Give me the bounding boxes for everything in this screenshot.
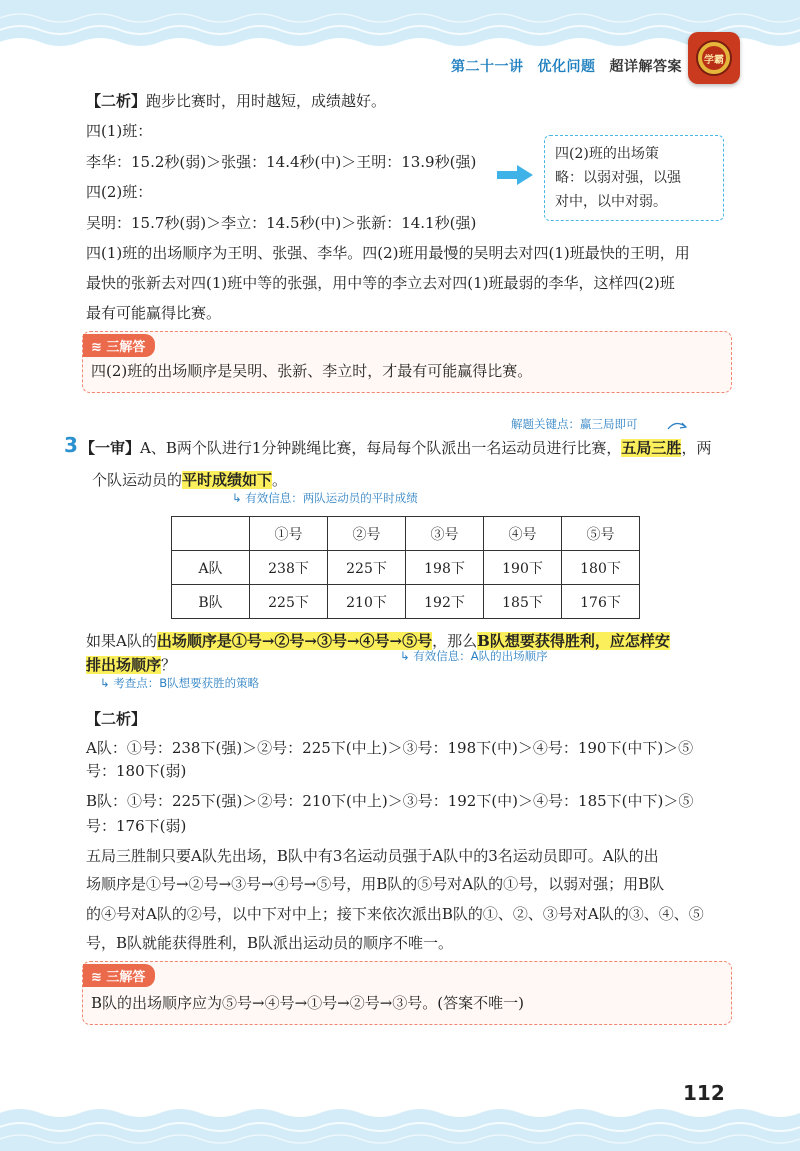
analysis-label-2: 【二析】 bbox=[86, 710, 147, 728]
answer-box-2 bbox=[82, 961, 732, 1025]
hook-icon: ↳ bbox=[100, 676, 110, 690]
analysis-line: 号：180下(弱) bbox=[86, 762, 187, 780]
analysis-label: 【二析】 bbox=[86, 92, 147, 110]
header-lecture: 第二十一讲 bbox=[451, 59, 524, 75]
problem-line-1 bbox=[80, 433, 711, 463]
header-topic: 优化问题 bbox=[537, 59, 596, 75]
analysis-line: 五局三胜制只要A队先出场，B队中有3名运动员强于A队中的3名运动员即可。A队的出 bbox=[86, 847, 659, 865]
answer-tag: ≋ 三解答 bbox=[83, 964, 155, 987]
info-note-1-text: 有效信息：两队运动员的平时成绩 bbox=[245, 491, 418, 505]
info-note-2-text: 有效信息：A队的出场顺序 bbox=[413, 649, 548, 663]
right-arrow-icon bbox=[497, 165, 533, 189]
hook-icon: ↳ bbox=[400, 649, 410, 663]
table-header-cell: ④号 bbox=[484, 517, 562, 551]
strategy-line: 略：以弱对强，以强 bbox=[555, 170, 681, 186]
class2-ranking: 吴明：15.7秒(弱)＞李立：14.5秒(中)＞张新：14.1秒(强) bbox=[86, 214, 477, 232]
table-header-cell: ①号 bbox=[250, 517, 328, 551]
score-table bbox=[171, 516, 640, 619]
answer-tag-label: 三解答 bbox=[106, 340, 146, 355]
question-text: 如果A队的 bbox=[86, 632, 157, 650]
problem-number: 3 bbox=[64, 433, 78, 457]
hook-icon: ↳ bbox=[232, 491, 242, 505]
analysis-line-1 bbox=[86, 86, 386, 116]
table-cell: 238下 bbox=[250, 551, 328, 585]
answer-tag: ≋ 三解答 bbox=[83, 334, 155, 357]
analysis-line: 号：176下(弱) bbox=[86, 817, 187, 835]
problem-text: 个队运动员的 bbox=[92, 471, 183, 489]
explain-line: 最有可能赢得比赛。 bbox=[86, 304, 222, 322]
question-text: ？ bbox=[161, 656, 177, 674]
table-cell: A队 bbox=[172, 551, 250, 585]
review-label: 【一审】 bbox=[80, 439, 141, 457]
analysis-line: 的④号对A队的②号，以中下对中上；接下来依次派出B队的①、②、③号对A队的③、④、⑤ bbox=[86, 905, 704, 923]
brand-logo bbox=[688, 32, 740, 84]
table-row bbox=[172, 585, 640, 619]
brand-logo-text: 学霸 bbox=[704, 55, 724, 66]
answer-text: 四(2)班的出场顺序是吴明、张新、李立时，才最有可能赢得比赛。 bbox=[91, 362, 533, 380]
strategy-line: 四(2)班的出场策 bbox=[555, 146, 659, 162]
header-wave-band bbox=[0, 0, 800, 52]
header-section: 超详解答案 bbox=[609, 59, 682, 75]
class1-ranking: 李华：15.2秒(弱)＞张强：14.4秒(中)＞王明：13.9秒(强) bbox=[86, 153, 477, 171]
class1-label: 四(1)班： bbox=[86, 122, 153, 140]
table-cell: 198下 bbox=[406, 551, 484, 585]
info-note-1 bbox=[232, 490, 418, 506]
highlight-best-of-five: 五局三胜 bbox=[621, 439, 682, 457]
analysis-line: 号，B队就能获得胜利，B队派出运动员的顺序不唯一。 bbox=[86, 934, 454, 952]
table-header-cell bbox=[172, 517, 250, 551]
info-note-2 bbox=[400, 648, 548, 664]
question-text: ，那么 bbox=[432, 632, 478, 650]
highlight-b-goal: B队想要获得胜利，应怎样安 bbox=[477, 632, 670, 650]
analysis-intro: 跑步比赛时，用时越短，成绩越好。 bbox=[146, 92, 387, 110]
answer-text: B队的出场顺序应为⑤号→④号→①号→②号→③号。(答案不唯一) bbox=[91, 994, 525, 1012]
table-cell: 185下 bbox=[484, 585, 562, 619]
problem-text: ，两 bbox=[681, 439, 712, 457]
table-cell: 225下 bbox=[328, 551, 406, 585]
table-header-cell: ②号 bbox=[328, 517, 406, 551]
table-cell: 176下 bbox=[562, 585, 640, 619]
focus-note-text: 考查点：B队想要获胜的策略 bbox=[113, 676, 260, 690]
strategy-box bbox=[544, 135, 724, 221]
header-title bbox=[437, 56, 682, 78]
table-header-cell: ⑤号 bbox=[562, 517, 640, 551]
key-note: 解题关键点：赢三局即可 bbox=[511, 417, 638, 431]
strategy-line: 对中，以中对弱。 bbox=[555, 194, 667, 210]
table-header-row bbox=[172, 517, 640, 551]
table-cell: 225下 bbox=[250, 585, 328, 619]
analysis-line: A队：①号：238下(强)＞②号：225下(中上)＞③号：198下(中)＞④号：190下(中下)＞⑤ bbox=[86, 739, 694, 757]
problem-text: A、B两个队进行1分钟跳绳比赛，每局每个队派出一名运动员进行比赛， bbox=[140, 439, 622, 457]
class2-label: 四(2)班： bbox=[86, 183, 153, 201]
explain-line: 四(1)班的出场顺序为王明、张强、李华。四(2)班用最慢的吴明去对四(1)班最快的王明，用 bbox=[86, 244, 690, 262]
table-cell: B队 bbox=[172, 585, 250, 619]
analysis-line: B队：①号：225下(强)＞②号：210下(中上)＞③号：192下(中)＞④号：185下(中下)＞⑤ bbox=[86, 792, 694, 810]
table-cell: 210下 bbox=[328, 585, 406, 619]
analysis-line: 场顺序是①号→②号→③号→④号→⑤号，用B队的⑤号对A队的①号，以弱对强；用B队 bbox=[86, 875, 665, 893]
answer-tag-label: 三解答 bbox=[106, 970, 146, 985]
focus-note bbox=[100, 675, 259, 691]
table-header-cell: ③号 bbox=[406, 517, 484, 551]
table-cell: 192下 bbox=[406, 585, 484, 619]
table-row bbox=[172, 551, 640, 585]
highlight-b-order: 排出场顺序 bbox=[86, 656, 162, 674]
highlight-scores: 平时成绩如下 bbox=[182, 471, 273, 489]
table-cell: 180下 bbox=[562, 551, 640, 585]
problem-text: 。 bbox=[272, 471, 288, 489]
footer-wave-band bbox=[0, 1105, 800, 1151]
highlight-a-order: 出场顺序是①号→②号→③号→④号→⑤号 bbox=[156, 632, 433, 650]
explain-line: 最快的张新去对四(1)班中等的张强，用中等的李立去对四(1)班最弱的李华，这样四(2)班 bbox=[86, 274, 675, 292]
answer-box-1 bbox=[82, 331, 732, 393]
page-number: 112 bbox=[683, 1081, 725, 1105]
table-cell: 190下 bbox=[484, 551, 562, 585]
